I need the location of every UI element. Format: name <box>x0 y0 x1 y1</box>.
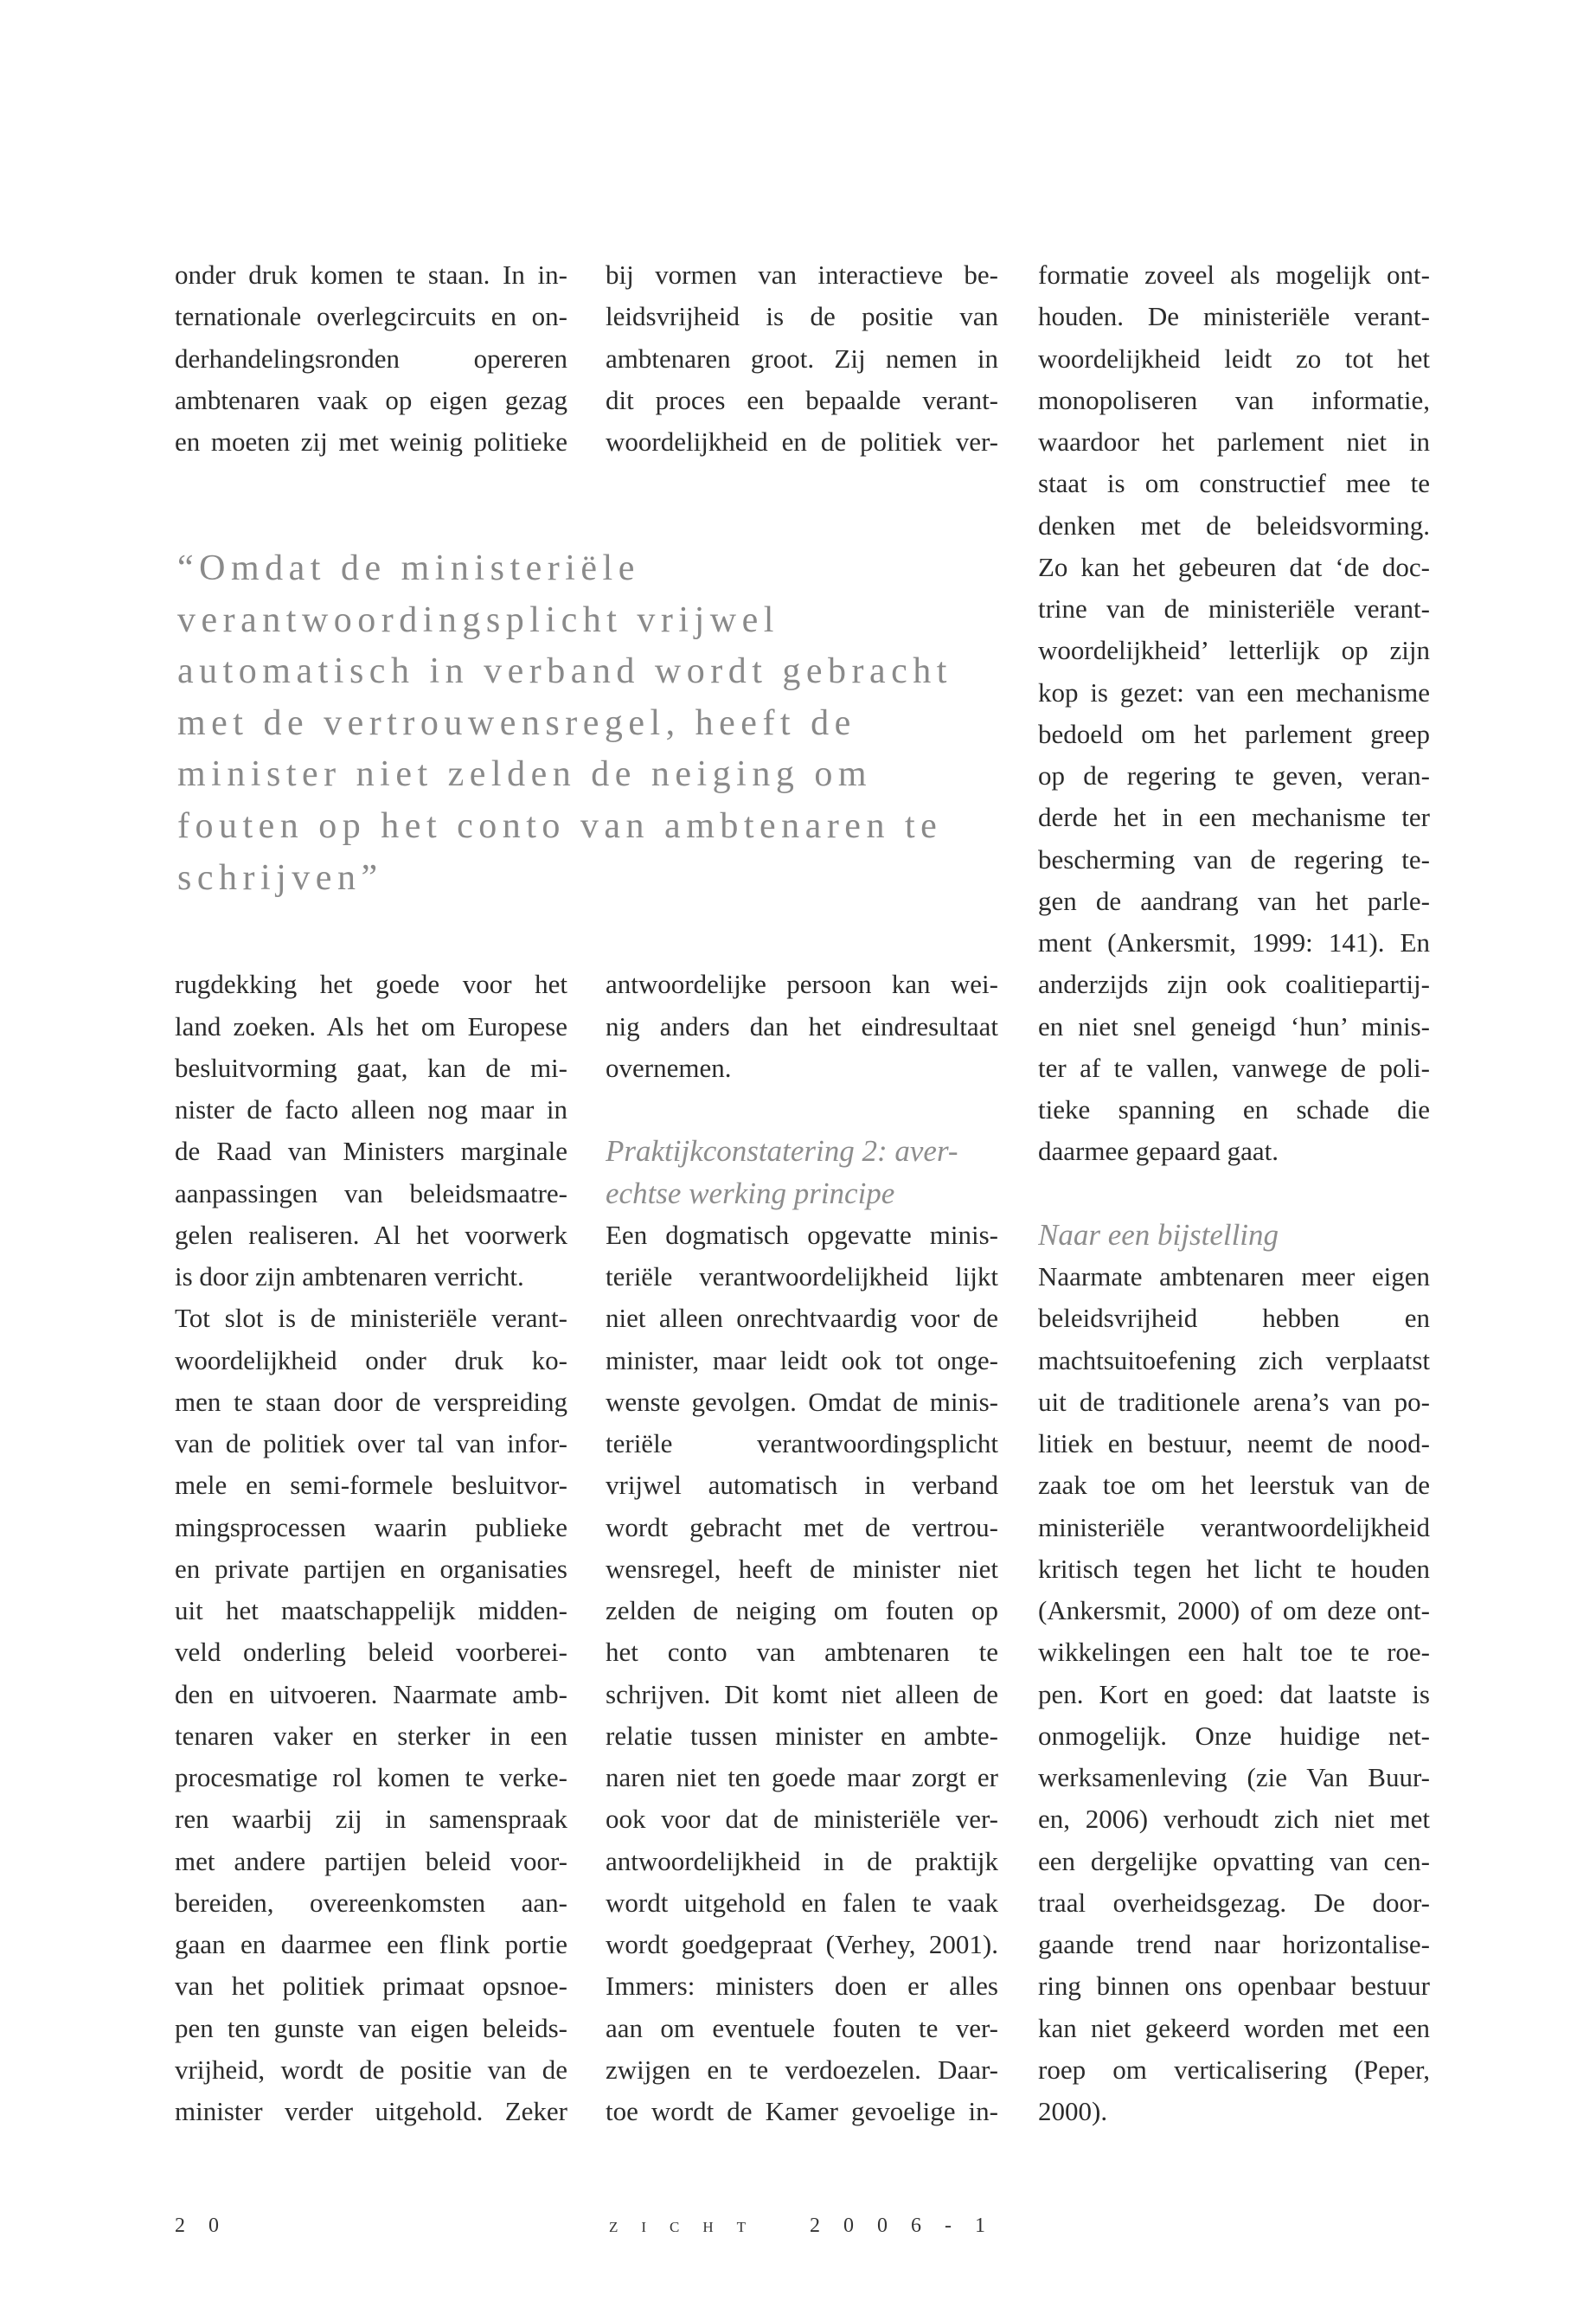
pull-quote-line: schrijven” <box>177 857 383 898</box>
text-line: Tot slot is de ministeriële verant- <box>175 1303 567 1334</box>
text-line: minister verder uitgehold. Zeker <box>175 2096 567 2126</box>
journal-name: zicht <box>609 2214 770 2237</box>
text-line: bij vormen van interactieve be- <box>606 260 998 290</box>
text-line: traal overheidsgezag. De door- <box>1038 1887 1430 1918</box>
text-line: ternationale overlegcircuits en on- <box>175 301 567 332</box>
text-line: (Ankersmit, 2000) of om deze ont- <box>1038 1595 1430 1625</box>
text-line: wordt goedgepraat (Verhey, 2001). <box>606 1929 998 1959</box>
text-line: gelen realiseren. Al het voorwerk <box>175 1219 567 1250</box>
pull-quote <box>177 543 952 904</box>
text-line: mingsprocessen waarin publieke <box>175 1511 567 1542</box>
text-line: wensregel, heeft de minister niet <box>606 1553 998 1584</box>
paragraph <box>1038 1256 1430 2132</box>
section-heading <box>1038 1215 1430 1256</box>
text-line: Een dogmatisch opgevatte minis- <box>606 1219 998 1250</box>
text-line: zaak toe om het leerstuk van de <box>1038 1470 1430 1501</box>
text-line: roep om verticalisering (Peper, <box>1038 2054 1430 2085</box>
text-line: kan niet gekeerd worden met een <box>1038 2012 1430 2043</box>
text-line: van de politiek over tal van infor- <box>175 1428 567 1458</box>
pull-quote-line: minister niet zelden de neiging om <box>177 754 873 795</box>
text-line: bescherming van de regering te- <box>1038 843 1430 875</box>
text-line: ment (Ankersmit, 1999: 141). En <box>1038 927 1430 958</box>
column-3 <box>1038 254 1430 2132</box>
text-line: met andere partijen beleid voor- <box>175 1845 567 1876</box>
journal-issue: 2006-1 <box>810 2214 1009 2237</box>
paragraph <box>175 964 567 1298</box>
text-line: kritisch tegen het licht te houden <box>1038 1553 1430 1584</box>
heading-line: Praktijkconstatering 2: aver- <box>606 1134 958 1169</box>
text-line: wikkelingen een halt toe te roe- <box>1038 1637 1430 1668</box>
text-line: land zoeken. Als het om Europese <box>175 1010 567 1042</box>
text-line: besluitvorming gaat, kan de mi- <box>175 1052 567 1083</box>
text-line: en private partijen en organisaties <box>175 1553 567 1584</box>
paragraph <box>1038 254 1430 1173</box>
text-line: zwijgen en te verdoezelen. Daar- <box>606 2054 998 2085</box>
text-line: teriële verantwoordelijkheid lijkt <box>606 1261 998 1292</box>
text-line: de Raad van Ministers marginale <box>175 1136 567 1167</box>
text-line: den en uitvoeren. Naarmate amb- <box>175 1678 567 1709</box>
text-line: onder druk komen te staan. In in- <box>175 260 567 290</box>
column-1-bottom <box>175 964 567 2132</box>
text-line: uit de traditionele arena’s van po- <box>1038 1386 1430 1417</box>
text-line: procesmatige rol komen te verke- <box>175 1762 567 1792</box>
text-line: aanpassingen van beleidsmaatre- <box>175 1177 567 1208</box>
text-line: werksamenleving (zie Van Buur- <box>1038 1762 1430 1792</box>
text-line: op de regering te geven, veran- <box>1038 760 1430 791</box>
column-2-top <box>606 254 998 463</box>
paragraph <box>175 1298 567 2132</box>
text-line: daarmee gepaard gaat. <box>1038 1136 1279 1167</box>
text-line: leidsvrijheid is de positie van <box>606 301 998 332</box>
text-line: uit het maatschappelijk midden- <box>175 1595 567 1625</box>
text-line: Immers: ministers doen er alles <box>606 1971 998 2002</box>
pull-quote-line: automatisch in verband wordt gebracht <box>177 651 952 692</box>
text-line: wenste gevolgen. Omdat de minis- <box>606 1386 998 1417</box>
text-line: kop is gezet: van een mechanisme <box>1038 676 1430 708</box>
text-line: en moeten zij met weinig politieke <box>175 426 567 457</box>
text-line: ministeriële verantwoordelijkheid <box>1038 1511 1430 1542</box>
paragraph <box>606 1215 998 2133</box>
text-line: het conto van ambtenaren te <box>606 1637 998 1668</box>
text-line: Naarmate ambtenaren meer eigen <box>1038 1261 1430 1292</box>
paragraph <box>606 964 998 1089</box>
text-line: aan om eventuele fouten te ver- <box>606 2012 998 2043</box>
text-line: derde het in een mechanisme ter <box>1038 802 1430 833</box>
text-line: minister, maar leidt ook tot onge- <box>606 1344 998 1375</box>
text-line: trine van de ministeriële verant- <box>1038 593 1430 624</box>
text-line: teriële verantwoordingsplicht <box>606 1428 998 1458</box>
text-line: onmogelijk. Onze huidige net- <box>1038 1720 1430 1751</box>
text-line: woordelijkheid’ letterlijk op zijn <box>1038 635 1430 666</box>
text-line: waardoor het parlement niet in <box>1038 426 1430 457</box>
heading-line: echtse werking principe <box>606 1176 895 1210</box>
text-line: van het politiek primaat opsnoe- <box>175 1971 567 2002</box>
text-line: machtsuitoefening zich verplaatst <box>1038 1344 1430 1375</box>
text-line: woordelijkheid en de politiek ver- <box>606 426 998 457</box>
column-1-top <box>175 254 567 463</box>
pull-quote-line: met de vertrouwensregel, heeft de <box>177 702 856 743</box>
text-line: en, 2006) verhoudt zich niet met <box>1038 1804 1430 1835</box>
text-line: ook voor dat de ministeriële ver- <box>606 1804 998 1835</box>
section-heading <box>606 1131 998 1215</box>
text-line: men te staan door de verspreiding <box>175 1386 567 1417</box>
text-line: houden. De ministeriële verant- <box>1038 301 1430 332</box>
text-line: vrijheid, wordt de positie van de <box>175 2054 567 2085</box>
text-line: is door zijn ambtenaren verricht. <box>175 1261 524 1292</box>
text-line: relatie tussen minister en ambte- <box>606 1720 998 1751</box>
text-line: nig anders dan het eindresultaat <box>606 1010 998 1042</box>
text-line: overnemen. <box>606 1052 732 1083</box>
text-line: antwoordelijke persoon kan wei- <box>606 969 998 1000</box>
text-line: ren waarbij zij in samenspraak <box>175 1804 567 1835</box>
text-line: anderzijds zijn ook coalitiepartij- <box>1038 969 1430 1000</box>
text-line: denken met de beleidsvorming. <box>1038 510 1430 541</box>
paragraph <box>175 254 567 463</box>
text-line: schrijven. Dit komt niet alleen de <box>606 1678 998 1709</box>
text-line: bereiden, overeenkomsten aan- <box>175 1887 567 1918</box>
text-line: staat is om constructief mee te <box>1038 468 1430 499</box>
text-line: zelden de neiging om fouten op <box>606 1595 998 1625</box>
text-line: tenaren vaker en sterker in een <box>175 1720 567 1751</box>
text-line: en niet snel geneigd ‘hun’ minis- <box>1038 1010 1430 1042</box>
text-line: bedoeld om het parlement greep <box>1038 718 1430 749</box>
text-line: Zo kan het gebeuren dat ‘de doc- <box>1038 551 1430 582</box>
text-line: antwoordelijkheid in de praktijk <box>606 1845 998 1876</box>
text-line: pen ten gunste van eigen beleids- <box>175 2012 567 2043</box>
text-line: wordt gebracht met de vertrou- <box>606 1511 998 1542</box>
text-line: toe wordt de Kamer gevoelige in- <box>606 2096 998 2126</box>
text-line: gaan en daarmee een flink portie <box>175 1929 567 1959</box>
text-line: niet alleen onrechtvaardig voor de <box>606 1303 998 1334</box>
pull-quote-line: fouten op het conto van ambtenaren te <box>177 805 943 846</box>
text-line: veld onderling beleid voorberei- <box>175 1637 567 1668</box>
text-line: gen de aandrang van het parle- <box>1038 885 1430 916</box>
heading-line: Naar een bijstelling <box>1038 1217 1279 1252</box>
text-line: monopoliseren van informatie, <box>1038 384 1430 415</box>
text-line: vrijwel automatisch in verband <box>606 1470 998 1501</box>
text-line: ambtenaren vaak op eigen gezag <box>175 384 567 415</box>
page-number: 20 <box>175 2214 242 2237</box>
pull-quote-line: verantwoordingsplicht vrijwel <box>177 599 779 640</box>
text-line: mele en semi-formele besluitvor- <box>175 1470 567 1501</box>
text-line: litiek en bestuur, neemt de nood- <box>1038 1428 1430 1458</box>
text-line: wordt uitgehold en falen te vaak <box>606 1887 998 1918</box>
pull-quote-line: “Omdat de ministeriële <box>177 548 640 588</box>
text-line: woordelijkheid onder druk ko- <box>175 1344 567 1375</box>
column-2-bottom <box>606 964 998 2132</box>
text-line: dit proces een bepaalde verant- <box>606 384 998 415</box>
text-line: tieke spanning en schade die <box>1038 1094 1430 1125</box>
text-line: formatie zoveel als mogelijk ont- <box>1038 260 1430 290</box>
text-line: woordelijkheid leidt zo tot het <box>1038 343 1430 374</box>
text-line: ter af te vallen, vanwege de poli- <box>1038 1052 1430 1083</box>
text-line: ring binnen ons openbaar bestuur <box>1038 1971 1430 2002</box>
text-line: pen. Kort en goed: dat laatste is <box>1038 1678 1430 1709</box>
paragraph <box>606 254 998 463</box>
text-line: rugdekking het goede voor het <box>175 969 567 1000</box>
text-line: 2000). <box>1038 2096 1108 2126</box>
text-line: derhandelingsronden opereren <box>175 343 567 374</box>
text-line: naren niet ten goede maar zorgt er <box>606 1762 998 1792</box>
text-line: gaande trend naar horizontalise- <box>1038 1929 1430 1959</box>
text-line: beleidsvrijheid hebben en <box>1038 1303 1430 1334</box>
text-line: nister de facto alleen nog maar in <box>175 1094 567 1125</box>
text-line: ambtenaren groot. Zij nemen in <box>606 343 998 374</box>
text-line: een dergelijke opvatting van cen- <box>1038 1845 1430 1876</box>
